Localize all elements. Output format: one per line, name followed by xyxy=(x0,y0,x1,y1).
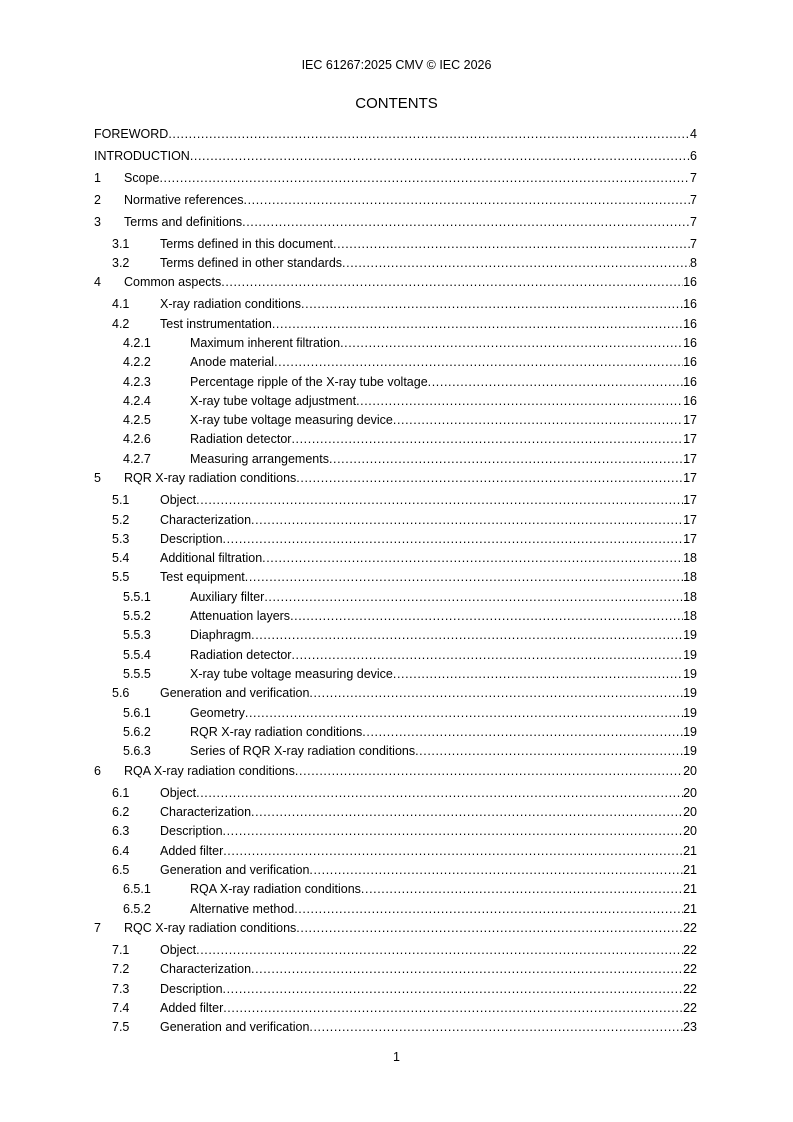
toc-entry-title: Common aspects xyxy=(124,275,222,289)
toc-entry[interactable] xyxy=(0,170,793,187)
toc-entry[interactable] xyxy=(0,431,793,448)
toc-entry[interactable] xyxy=(0,685,793,702)
toc-entry-line xyxy=(190,901,697,918)
toc-entry-line xyxy=(160,569,697,586)
toc-leader-dots xyxy=(223,531,684,548)
toc-entry-number: 6.5.1 xyxy=(123,882,151,896)
toc-entry-line xyxy=(190,431,697,448)
toc-entry-line xyxy=(160,255,697,272)
toc-entry-line xyxy=(190,881,697,898)
toc-entry-page: 16 xyxy=(683,375,697,389)
toc-leader-dots xyxy=(294,901,683,918)
toc-entry-line xyxy=(124,274,697,291)
toc-entry-page: 22 xyxy=(683,943,697,957)
toc-entry-title: Radiation detector xyxy=(190,648,292,662)
toc-leader-dots xyxy=(296,920,683,937)
toc-entry-number: 5.6.3 xyxy=(123,744,151,758)
toc-entry-number: 5.6 xyxy=(112,686,130,700)
toc-entry[interactable] xyxy=(0,881,793,898)
toc-entry-page: 19 xyxy=(683,648,697,662)
toc-entry-page: 7 xyxy=(690,193,697,207)
toc-entry-title: Series of RQR X-ray radiation conditions xyxy=(190,744,416,758)
toc-entry[interactable] xyxy=(0,274,793,291)
toc-entry-line xyxy=(160,512,697,529)
toc-leader-dots xyxy=(274,354,683,371)
toc-entry-line xyxy=(190,374,697,391)
toc-leader-dots xyxy=(290,608,683,625)
toc-entry-title: Terms defined in other standards xyxy=(160,256,343,270)
toc-entry[interactable] xyxy=(0,843,793,860)
toc-entry-title: INTRODUCTION xyxy=(94,149,190,163)
toc-entry-page: 19 xyxy=(683,628,697,642)
toc-entry-number: 6.2 xyxy=(112,805,130,819)
toc-entry-line xyxy=(190,354,697,371)
toc-entry[interactable] xyxy=(0,763,793,780)
toc-entry-page: 23 xyxy=(683,1020,697,1034)
toc-entry-number: 5.5.2 xyxy=(123,609,151,623)
toc-entry-page: 16 xyxy=(683,355,697,369)
toc-entry-title: Generation and verification xyxy=(160,1020,310,1034)
toc-leader-dots xyxy=(309,862,683,879)
toc-entry-title: X-ray radiation conditions xyxy=(160,297,302,311)
toc-entry[interactable] xyxy=(0,374,793,391)
toc-entry[interactable] xyxy=(0,214,793,231)
toc-entry-page: 22 xyxy=(683,1001,697,1015)
toc-entry-number: 5.5.5 xyxy=(123,667,151,681)
toc-entry-line xyxy=(190,412,697,429)
toc-entry-title: Maximum inherent filtration xyxy=(190,336,341,350)
page-title: CONTENTS xyxy=(355,95,438,112)
toc-entry[interactable] xyxy=(0,647,793,664)
toc-leader-dots xyxy=(309,1019,683,1036)
toc-entry-page: 7 xyxy=(690,171,697,185)
toc-entry-number: 4.2.6 xyxy=(123,432,151,446)
toc-entry-page: 16 xyxy=(683,275,697,289)
toc-leader-dots xyxy=(223,981,684,998)
toc-entry-title: Test instrumentation xyxy=(160,317,272,331)
toc-entry[interactable] xyxy=(0,354,793,371)
toc-entry-number: 6.3 xyxy=(112,824,130,838)
toc-entry-line xyxy=(124,170,697,187)
toc-entry-title: Scope xyxy=(124,171,160,185)
toc-entry-title: Measuring arrangements xyxy=(190,452,329,466)
toc-entry-page: 22 xyxy=(683,921,697,935)
toc-entry-title: Description xyxy=(160,982,223,996)
toc-entry[interactable] xyxy=(0,608,793,625)
toc-entry-title: Generation and verification xyxy=(160,863,310,877)
toc-entry-number: 4.2 xyxy=(112,317,130,331)
toc-entry[interactable] xyxy=(0,412,793,429)
toc-entry[interactable] xyxy=(0,569,793,586)
toc-entry[interactable] xyxy=(0,492,793,509)
toc-entry-line xyxy=(124,214,697,231)
toc-entry-title: Radiation detector xyxy=(190,432,292,446)
toc-entry[interactable] xyxy=(0,393,793,410)
toc-entry-line xyxy=(190,451,697,468)
toc-entry-line xyxy=(160,236,697,253)
toc-leader-dots xyxy=(244,192,691,209)
toc-entry-number: 1 xyxy=(94,171,101,185)
toc-leader-dots xyxy=(361,881,683,898)
toc-entry-page: 20 xyxy=(683,824,697,838)
toc-entry-number: 5.5.1 xyxy=(123,590,151,604)
toc-entry-title: Terms and definitions xyxy=(124,215,243,229)
toc-entry-line xyxy=(190,627,697,644)
toc-entry[interactable] xyxy=(0,512,793,529)
toc-entry-page: 18 xyxy=(683,570,697,584)
toc-entry-line xyxy=(124,470,697,487)
toc-entry-title: Test equipment xyxy=(160,570,245,584)
toc-leader-dots xyxy=(309,685,683,702)
toc-leader-dots xyxy=(291,647,683,664)
toc-entry-page: 21 xyxy=(683,863,697,877)
toc-entry-page: 17 xyxy=(683,452,697,466)
toc-entry-line xyxy=(160,316,697,333)
toc-entry-title: Added filter xyxy=(160,1001,224,1015)
toc-entry-page: 6 xyxy=(690,149,697,163)
toc-entry[interactable] xyxy=(0,1000,793,1017)
toc-entry-page: 20 xyxy=(683,764,697,778)
toc-entry-number: 4.2.3 xyxy=(123,375,151,389)
toc-entry-line xyxy=(160,685,697,702)
toc-entry[interactable] xyxy=(0,470,793,487)
toc-entry-line xyxy=(160,843,697,860)
toc-leader-dots xyxy=(264,589,683,606)
toc-entry-line xyxy=(190,647,697,664)
toc-entry-title: FOREWORD xyxy=(94,127,169,141)
toc-entry-line xyxy=(190,705,697,722)
toc-entry-page: 7 xyxy=(690,237,697,251)
toc-entry-page: 19 xyxy=(683,686,697,700)
toc-entry[interactable] xyxy=(0,743,793,760)
toc-entry-page: 16 xyxy=(683,336,697,350)
toc-entry-number: 5 xyxy=(94,471,101,485)
toc-entry[interactable] xyxy=(0,724,793,741)
toc-entry-number: 6.5 xyxy=(112,863,130,877)
toc-leader-dots xyxy=(223,843,683,860)
toc-entry-title: Object xyxy=(160,943,197,957)
toc-entry-number: 6.4 xyxy=(112,844,130,858)
toc-entry-page: 4 xyxy=(690,127,697,141)
toc-entry-page: 19 xyxy=(683,667,697,681)
toc-leader-dots xyxy=(393,412,683,429)
toc-entry-title: RQR X-ray radiation conditions xyxy=(124,471,297,485)
toc-entry-line xyxy=(160,823,697,840)
toc-entry-line xyxy=(190,335,697,352)
toc-entry-title: Added filter xyxy=(160,844,224,858)
toc-leader-dots xyxy=(223,1000,683,1017)
toc-entry-number: 4.2.4 xyxy=(123,394,151,408)
toc-entry-title: RQA X-ray radiation conditions xyxy=(124,764,295,778)
toc-entry[interactable] xyxy=(0,961,793,978)
toc-entry-number: 7 xyxy=(94,921,101,935)
toc-entry[interactable] xyxy=(0,862,793,879)
toc-entry-page: 21 xyxy=(683,902,697,916)
toc-leader-dots xyxy=(196,492,683,509)
running-header: IEC 61267:2025 CMV © IEC 2026 xyxy=(301,58,492,72)
toc-entry-title: Normative references xyxy=(124,193,244,207)
toc-entry[interactable] xyxy=(0,192,793,209)
toc-entry-line xyxy=(160,961,697,978)
toc-leader-dots xyxy=(340,335,683,352)
toc-entry-number: 4.2.2 xyxy=(123,355,151,369)
toc-entry-page: 16 xyxy=(683,394,697,408)
toc-entry-page: 17 xyxy=(683,532,697,546)
toc-entry[interactable] xyxy=(0,705,793,722)
toc-entry[interactable] xyxy=(0,236,793,253)
toc-leader-dots xyxy=(393,666,683,683)
toc-entry-title: X-ray tube voltage measuring device xyxy=(190,413,393,427)
toc-leader-dots xyxy=(415,743,683,760)
toc-entry[interactable] xyxy=(0,126,793,143)
toc-entry[interactable] xyxy=(0,589,793,606)
toc-leader-dots xyxy=(301,296,683,313)
toc-entry-line xyxy=(160,531,697,548)
toc-entry-title: Attenuation layers xyxy=(190,609,291,623)
toc-entry[interactable] xyxy=(0,531,793,548)
toc-entry-number: 4 xyxy=(94,275,101,289)
toc-entry[interactable] xyxy=(0,666,793,683)
toc-entry-line xyxy=(160,1019,697,1036)
toc-entry-page: 16 xyxy=(683,317,697,331)
toc-leader-dots xyxy=(242,214,690,231)
toc-leader-dots xyxy=(221,274,683,291)
toc-leader-dots xyxy=(196,785,683,802)
toc-entry-title: Auxiliary filter xyxy=(190,590,265,604)
toc-leader-dots xyxy=(196,942,683,959)
toc-leader-dots xyxy=(291,431,683,448)
toc-entry-number: 4.2.5 xyxy=(123,413,151,427)
toc-entry-line xyxy=(94,148,697,165)
toc-entry-number: 5.5.3 xyxy=(123,628,151,642)
toc-entry-number: 5.6.2 xyxy=(123,725,151,739)
toc-entry[interactable] xyxy=(0,785,793,802)
toc-leader-dots xyxy=(356,393,683,410)
toc-entry-title: Additional filtration xyxy=(160,551,263,565)
toc-entry-line xyxy=(160,550,697,567)
toc-entry[interactable] xyxy=(0,316,793,333)
toc-entry-page: 17 xyxy=(683,413,697,427)
toc-entry-number: 7.1 xyxy=(112,943,130,957)
toc-entry-page: 8 xyxy=(690,256,697,270)
toc-entry-number: 4.2.7 xyxy=(123,452,151,466)
toc-entry-line xyxy=(160,785,697,802)
toc-entry-title: Percentage ripple of the X-ray tube voltage xyxy=(190,375,428,389)
toc-entry-number: 7.2 xyxy=(112,962,130,976)
toc-entry-page: 7 xyxy=(690,215,697,229)
toc-entry-line xyxy=(160,942,697,959)
toc-entry-line xyxy=(160,981,697,998)
toc-entry-title: Description xyxy=(160,824,223,838)
toc-entry[interactable] xyxy=(0,823,793,840)
toc-entry-line xyxy=(190,393,697,410)
toc-leader-dots xyxy=(245,569,683,586)
toc-entry-number: 5.3 xyxy=(112,532,130,546)
toc-entry-number: 5.4 xyxy=(112,551,130,565)
toc-entry-title: Characterization xyxy=(160,513,252,527)
toc-entry-line xyxy=(190,743,697,760)
toc-entry-line xyxy=(94,126,697,143)
toc-leader-dots xyxy=(245,705,683,722)
toc-entry[interactable] xyxy=(0,627,793,644)
toc-entry-number: 7.3 xyxy=(112,982,130,996)
toc-entry-number: 6 xyxy=(94,764,101,778)
toc-leader-dots xyxy=(342,255,690,272)
toc-entry-title: Terms defined in this document xyxy=(160,237,334,251)
toc-entry-line xyxy=(124,763,697,780)
toc-entry-line xyxy=(190,666,697,683)
toc-entry-line xyxy=(190,724,697,741)
toc-entry[interactable] xyxy=(0,804,793,821)
toc-entry-title: Characterization xyxy=(160,805,252,819)
toc-entry-title: Diaphragm xyxy=(190,628,252,642)
toc-leader-dots xyxy=(329,451,683,468)
page-number: 1 xyxy=(393,1050,400,1064)
toc-entry-page: 17 xyxy=(683,471,697,485)
toc-entry-page: 21 xyxy=(683,882,697,896)
toc-entry-page: 22 xyxy=(683,962,697,976)
toc-entry-number: 4.1 xyxy=(112,297,130,311)
toc-entry-page: 17 xyxy=(683,432,697,446)
toc-entry-page: 19 xyxy=(683,744,697,758)
toc-entry[interactable] xyxy=(0,920,793,937)
toc-entry[interactable] xyxy=(0,451,793,468)
toc-entry-line xyxy=(190,608,697,625)
toc-entry-title: RQC X-ray radiation conditions xyxy=(124,921,297,935)
toc-entry-page: 22 xyxy=(683,982,697,996)
toc-entry-page: 18 xyxy=(683,590,697,604)
toc-entry-number: 7.4 xyxy=(112,1001,130,1015)
toc-entry-title: Anode material xyxy=(190,355,275,369)
toc-entry-page: 19 xyxy=(683,725,697,739)
toc-entry-number: 2 xyxy=(94,193,101,207)
toc-entry-title: Alternative method xyxy=(190,902,295,916)
toc-entry-line xyxy=(160,296,697,313)
toc-leader-dots xyxy=(251,804,683,821)
toc-entry[interactable] xyxy=(0,942,793,959)
toc-entry-title: Description xyxy=(160,532,223,546)
toc-entry-page: 20 xyxy=(683,805,697,819)
toc-entry-number: 6.5.2 xyxy=(123,902,151,916)
toc-entry-title: RQR X-ray radiation conditions xyxy=(190,725,363,739)
toc-entry[interactable] xyxy=(0,1019,793,1036)
toc-entry-number: 4.2.1 xyxy=(123,336,151,350)
toc-entry-title: Characterization xyxy=(160,962,252,976)
toc-entry[interactable] xyxy=(0,901,793,918)
toc-entry[interactable] xyxy=(0,981,793,998)
toc-entry-page: 18 xyxy=(683,551,697,565)
toc-entry-number: 6.1 xyxy=(112,786,130,800)
toc-leader-dots xyxy=(190,148,690,165)
toc-entry[interactable] xyxy=(0,148,793,165)
toc-entry-number: 3.1 xyxy=(112,237,130,251)
toc-entry-number: 3.2 xyxy=(112,256,130,270)
toc-entry-number: 7.5 xyxy=(112,1020,130,1034)
toc-entry-page: 19 xyxy=(683,706,697,720)
toc-entry-line xyxy=(160,804,697,821)
toc-entry-title: X-ray tube voltage adjustment xyxy=(190,394,357,408)
toc-entry-title: Object xyxy=(160,493,197,507)
toc-entry-number: 5.5.4 xyxy=(123,648,151,662)
toc-entry-title: X-ray tube voltage measuring device xyxy=(190,667,393,681)
toc-entry-line xyxy=(124,920,697,937)
toc-entry-number: 5.1 xyxy=(112,493,130,507)
toc-leader-dots xyxy=(223,823,684,840)
toc-entry-page: 18 xyxy=(683,609,697,623)
toc-leader-dots xyxy=(428,374,683,391)
toc-entry[interactable] xyxy=(0,296,793,313)
toc-leader-dots xyxy=(262,550,683,567)
toc-leader-dots xyxy=(251,627,683,644)
toc-leader-dots xyxy=(272,316,683,333)
toc-entry-line xyxy=(160,492,697,509)
toc-leader-dots xyxy=(251,961,683,978)
toc-leader-dots xyxy=(159,170,690,187)
toc-entry-title: RQA X-ray radiation conditions xyxy=(190,882,361,896)
toc-leader-dots xyxy=(295,763,683,780)
toc-entry-number: 5.2 xyxy=(112,513,130,527)
toc-entry-page: 21 xyxy=(683,844,697,858)
toc-entry-line xyxy=(190,589,697,606)
toc-entry-line xyxy=(160,1000,697,1017)
toc-entry-number: 5.6.1 xyxy=(123,706,151,720)
toc-entry-page: 17 xyxy=(683,493,697,507)
toc-entry-title: Geometry xyxy=(190,706,245,720)
toc-entry-page: 20 xyxy=(683,786,697,800)
toc-leader-dots xyxy=(251,512,683,529)
toc-entry[interactable] xyxy=(0,335,793,352)
toc-entry-page: 17 xyxy=(683,513,697,527)
toc-leader-dots xyxy=(168,126,690,143)
toc-leader-dots xyxy=(296,470,683,487)
toc-entry-line xyxy=(160,862,697,879)
toc-entry-title: Object xyxy=(160,786,197,800)
toc-leader-dots xyxy=(333,236,690,253)
toc-entry[interactable] xyxy=(0,550,793,567)
toc-entry-title: Generation and verification xyxy=(160,686,310,700)
toc-leader-dots xyxy=(362,724,683,741)
toc-entry-number: 5.5 xyxy=(112,570,130,584)
toc-entry-page: 16 xyxy=(683,297,697,311)
toc-entry-number: 3 xyxy=(94,215,101,229)
toc-entry[interactable] xyxy=(0,255,793,272)
toc-entry-line xyxy=(124,192,697,209)
